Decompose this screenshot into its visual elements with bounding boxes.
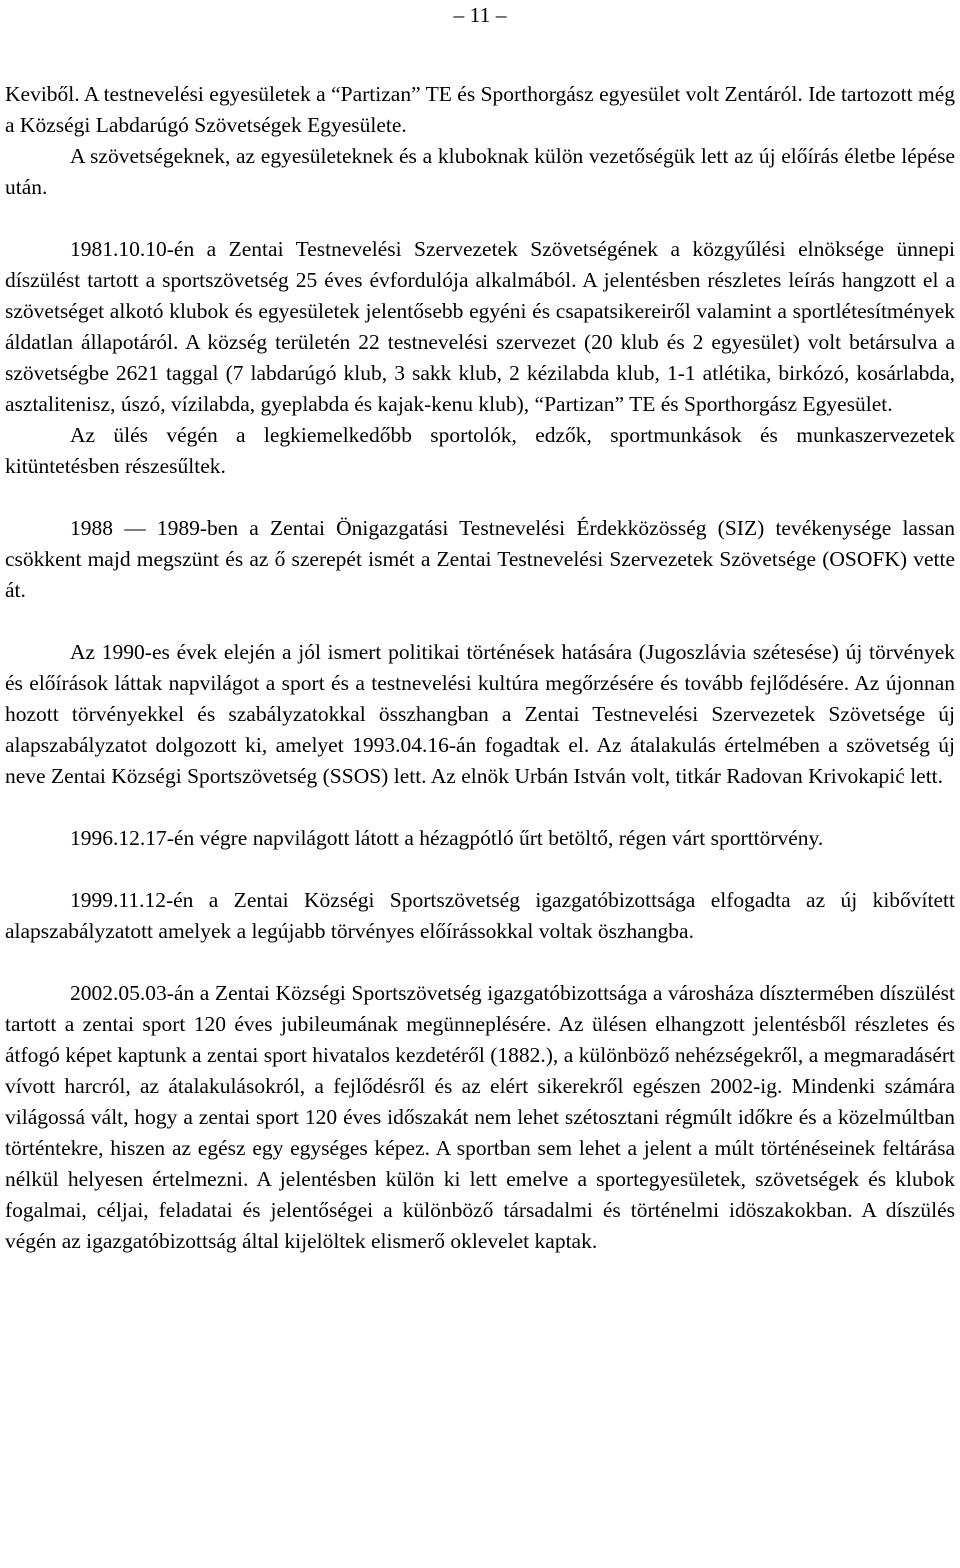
paragraph-1981: 1981.10.10-én a Zentai Testnevelési Szervezetek Szövetségének a közgyűlési elnöksége ünnepi díszülést tartott a sportszövetség 25 éves évfordulója alkalmából. A jelentésben részletes leírás hangzott el a szövetséget alkotó klubok és egyesületek jelentősebb egyéni és csapatsikereiről valamint a sportlétesítmények áldatlan állapotáról. A község területén 22 testnevelési szervezet (20 klub és 2 egyesület) volt betársulva a szövetségbe 2621 taggal (7 labdarúgó klub, 3 sakk klub, 2 kézilabda klub, 1-1 atlétika, birkózó, kosárlabda, asztalitenisz, úszó, vízilabda, gyeplabda és kajak-kenu klub), “Partizan” TE és Sporthorgász Egyesület. [5, 237, 955, 416]
page-number: – 11 – [453, 3, 507, 27]
paragraph-1988: 1988 — 1989-ben a Zentai Önigazgatási Testnevelési Érdekközösség (SIZ) tevékenysége lassan csökkent majd megszünt és az ő szerepét ismét a Zentai Testnevelési Szervezetek Szövetsége (OSOFK) vette át. [5, 516, 955, 602]
paragraph-1990s: Az 1990-es évek elején a jól ismert politikai történések hatására (Jugoszlávia szétesése) új törvények és előírások láttak napvilágot a sport és a testnevelési kultúra megőrzésére és tovább fejlődésére. Az újonnan hozott törvényekkel és szabályzatokkal összhangban a Zentai Testnevelési Szervezetek Szövetsége új alapszabályzatot dolgozott ki, amelyet 1993.04.16-án fogadtak el. Az átalakulás értelmében a szövetség új neve Zentai Községi Sportszövetség (SSOS) lett. Az elnök Urbán István volt, titkár Radovan Krivokapić lett. [5, 640, 955, 788]
body-text [5, 79, 955, 1257]
paragraph-1996: 1996.12.17-én végre napvilágott látott a hézagpótló űrt betöltő, régen várt sporttörvény. [70, 826, 824, 850]
paragraph-continuation: Keviből. A testnevelési egyesületek a “Partizan” TE és Sporthorgász egyesület volt Zentáról. Ide tartozott még a Községi Labdarúgó Szövetségek Egyesülete. [5, 82, 955, 137]
paragraph-management: A szövetségeknek, az egyesületeknek és a kluboknak külön vezetőségük lett az új előírás életbe lépése után. [5, 144, 955, 199]
paragraph-awards: Az ülés végén a legkiemelkedőbb sportolók, edzők, sportmunkások és munkaszervezetek kitüntetésben részesűltek. [5, 423, 955, 478]
paragraph-1999: 1999.11.12-én a Zentai Községi Sportszövetség igazgatóbizottsága elfogadta az új kibővített alapszabályzatott amelyek a legújabb törvényes előírássokkal voltak öszhangba. [5, 888, 955, 943]
paragraph-2002: 2002.05.03-án a Zentai Községi Sportszövetség igazgatóbizottsága a városháza dísztermében díszülést tartott a zentai sport 120 éves jubileumának megünneplésére. Az ülésen elhangzott jelentésből részletes és átfogó képet kaptunk a zentai sport hivatalos kezdetéről (1882.), a különböző nehézségekről, a megmaradásért vívott harcról, az átalakulásokról, a fejlődésről és az elért sikerekről egészen 2002-ig. Mindenki számára világossá vált, hogy a zentai sport 120 éves időszakát nem lehet szétosztani régmúlt időkre és a közelmúltban történtekre, hiszen az egész egy egységes képez. A sportban sem lehet a jelent a múlt történéseinek feltárása nélkül helyesen értelmezni. A jelentésben külön ki lett emelve a sportegyesületek, szövetségek és klubok fogalmai, céljai, feladatai és jelentőségei a különböző társadalmi és történelmi idöszakokban. A díszülés végén az igazgatóbizottság által kijelöltek elismerő oklevelet kaptak. [5, 981, 955, 1253]
